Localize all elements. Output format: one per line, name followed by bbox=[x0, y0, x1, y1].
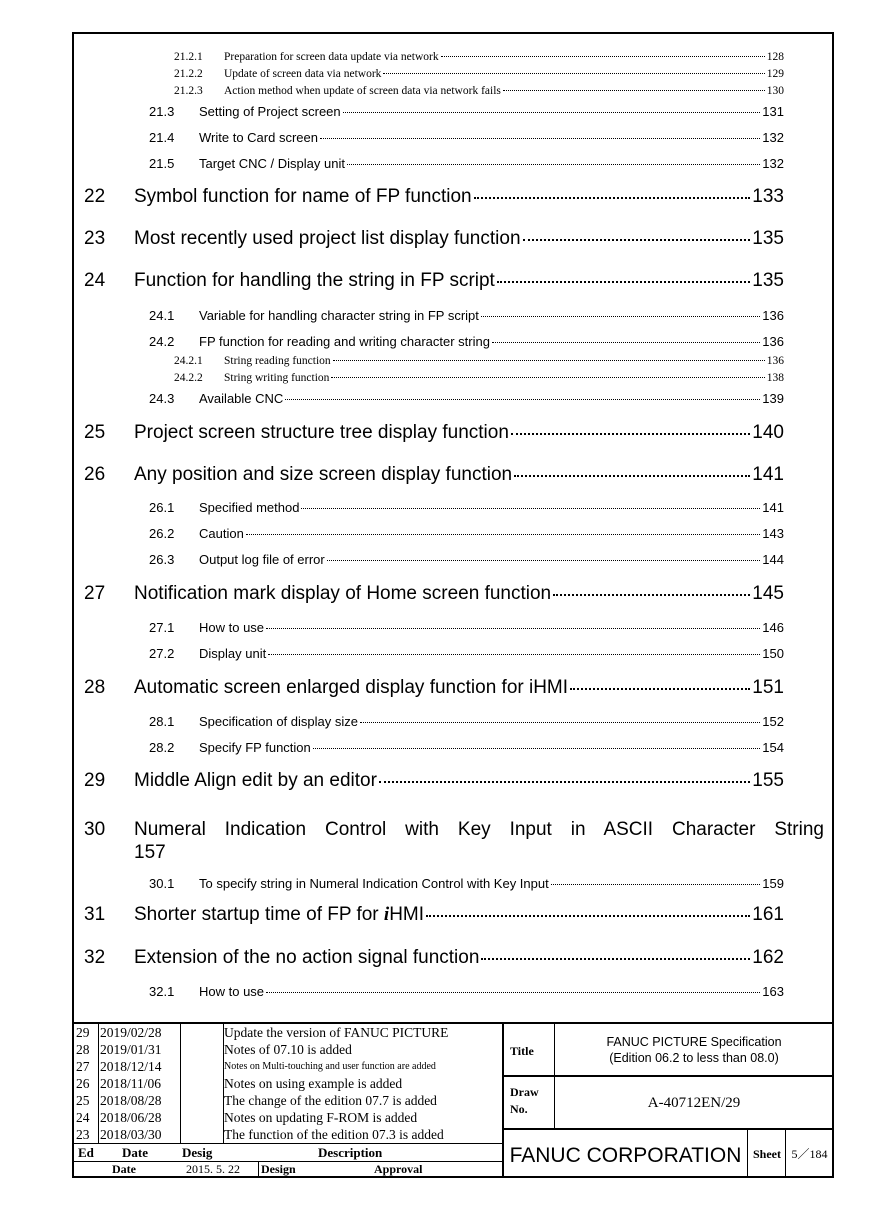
toc-entry-30 bbox=[84, 818, 824, 841]
approval-row: Date 2015. 5. 22 Design Approval bbox=[112, 1162, 423, 1176]
revision-date: 2018/12/14 bbox=[100, 1059, 162, 1074]
toc-page: 159 bbox=[762, 876, 784, 891]
revision-row bbox=[74, 1041, 502, 1058]
toc-number: 25 bbox=[84, 422, 106, 443]
toc-entry bbox=[149, 156, 784, 171]
leader-dots bbox=[553, 594, 750, 596]
revision-edition: 26 bbox=[76, 1075, 99, 1092]
leader-dots bbox=[379, 781, 750, 783]
toc-entry bbox=[84, 186, 784, 208]
toc-number: 26 bbox=[84, 464, 106, 485]
toc-title: Specify FP function bbox=[199, 740, 311, 755]
toc-entry bbox=[149, 104, 784, 119]
toc-page: 146 bbox=[762, 620, 784, 635]
toc-number: 26.2 bbox=[149, 526, 175, 541]
leader-dots bbox=[343, 112, 761, 113]
toc-entry bbox=[149, 334, 784, 349]
toc-number: 30 bbox=[84, 819, 106, 840]
table-of-contents bbox=[74, 34, 832, 1024]
toc-title: Output log file of error bbox=[199, 552, 325, 567]
title-cell: Title FANUC PICTURE Specification (Edition 06.2 to less than 08.0) bbox=[504, 1024, 832, 1077]
toc-page: 132 bbox=[762, 130, 784, 145]
toc-entry bbox=[84, 770, 784, 792]
title-block bbox=[74, 1022, 832, 1178]
toc-title: Any position and size screen display function bbox=[134, 464, 513, 485]
leader-dots bbox=[333, 360, 765, 361]
toc-page: 132 bbox=[762, 156, 784, 171]
toc-page: 138 bbox=[766, 372, 784, 384]
toc-number: 32 bbox=[84, 947, 106, 968]
toc-entry bbox=[149, 552, 784, 567]
toc-number: 24.2 bbox=[149, 334, 175, 349]
toc-number: 30.1 bbox=[149, 876, 175, 891]
revision-date: 2019/02/28 bbox=[100, 1025, 162, 1040]
toc-entry bbox=[84, 464, 784, 486]
toc-title: Caution bbox=[199, 526, 244, 541]
toc-entry bbox=[149, 984, 784, 999]
document-title: FANUC PICTURE Specification (Edition 06.2 to less than 08.0) bbox=[606, 1035, 782, 1065]
revision-description: Notes of 07.10 is added bbox=[224, 1042, 352, 1057]
revision-edition: 24 bbox=[76, 1109, 99, 1126]
toc-entry bbox=[149, 876, 784, 891]
revision-date: 2018/06/28 bbox=[100, 1110, 162, 1125]
company-cell bbox=[504, 1130, 748, 1178]
toc-page: 152 bbox=[762, 714, 784, 729]
toc-title: Middle Align edit by an editor bbox=[134, 770, 377, 791]
toc-title: To specify string in Numeral Indication Control with Key Input bbox=[199, 876, 549, 891]
toc-number: 21.2.3 bbox=[174, 85, 203, 97]
leader-dots bbox=[497, 281, 750, 283]
toc-number: 29 bbox=[84, 770, 106, 791]
revision-description: The change of the edition 07.7 is added bbox=[224, 1093, 437, 1108]
revision-header: Ed Date Desig Description bbox=[74, 1143, 502, 1162]
toc-page: 163 bbox=[762, 984, 784, 999]
toc-page: 139 bbox=[762, 391, 784, 406]
revision-edition: 28 bbox=[76, 1041, 99, 1058]
toc-title: String writing function bbox=[224, 372, 330, 384]
sheet-label: Sheet bbox=[749, 1130, 786, 1178]
leader-dots bbox=[285, 399, 760, 400]
toc-title: Project screen structure tree display function bbox=[134, 422, 509, 443]
toc-number: 28.1 bbox=[149, 714, 175, 729]
toc-number: 24.3 bbox=[149, 391, 175, 406]
toc-title: Available CNC bbox=[199, 391, 284, 406]
leader-dots bbox=[320, 138, 760, 139]
toc-number: 26.1 bbox=[149, 500, 175, 515]
toc-entry bbox=[174, 355, 784, 367]
revision-history bbox=[74, 1024, 504, 1178]
leader-dots bbox=[474, 197, 751, 199]
toc-title: How to use bbox=[199, 620, 265, 635]
toc-entry bbox=[149, 130, 784, 145]
toc-number: 24.1 bbox=[149, 308, 175, 323]
revision-edition: 27 bbox=[76, 1058, 99, 1075]
toc-number: 32.1 bbox=[149, 984, 175, 999]
toc-entry bbox=[84, 228, 784, 250]
revision-edition: 23 bbox=[76, 1126, 99, 1143]
company-name: FANUC CORPORATION bbox=[509, 1144, 742, 1167]
toc-entry bbox=[84, 583, 784, 605]
toc-page: 130 bbox=[766, 85, 784, 97]
toc-title: Automatic screen enlarged display function for iHMI bbox=[134, 677, 569, 698]
revision-description: Notes on using example is added bbox=[224, 1076, 403, 1091]
leader-dots bbox=[511, 433, 750, 435]
leader-dots bbox=[327, 560, 761, 561]
toc-title: Function for handling the string in FP script bbox=[134, 270, 495, 291]
toc-number: 28 bbox=[84, 677, 106, 698]
toc-page: 140 bbox=[752, 422, 784, 443]
toc-title: Display unit bbox=[199, 646, 267, 661]
toc-title: Most recently used project list display function bbox=[134, 228, 521, 249]
toc-entry bbox=[84, 677, 784, 699]
toc-number: 24.2.2 bbox=[174, 372, 203, 384]
revision-designer bbox=[180, 1041, 224, 1058]
toc-page: 129 bbox=[766, 68, 784, 80]
toc-title: Notification mark display of Home screen function bbox=[134, 583, 552, 604]
revision-date: 2019/01/31 bbox=[100, 1042, 162, 1057]
revision-row bbox=[74, 1092, 502, 1109]
toc-entry bbox=[84, 270, 784, 292]
toc-number: 24.2.1 bbox=[174, 355, 203, 367]
toc-number: 21.3 bbox=[149, 104, 175, 119]
toc-title: Action method when update of screen data via network fails bbox=[224, 85, 501, 97]
leader-dots bbox=[246, 534, 760, 535]
toc-page: 151 bbox=[752, 677, 784, 698]
toc-page: 136 bbox=[766, 355, 784, 367]
leader-dots bbox=[360, 722, 760, 723]
toc-title: Write to Card screen bbox=[199, 130, 318, 145]
leader-dots bbox=[441, 56, 765, 57]
revision-description: Notes on Multi-touching and user function are added bbox=[224, 1061, 436, 1072]
revision-date: 2018/08/28 bbox=[100, 1093, 162, 1108]
toc-page: 145 bbox=[752, 583, 784, 604]
revision-designer bbox=[180, 1058, 224, 1075]
revision-row bbox=[74, 1109, 502, 1126]
leader-dots bbox=[347, 164, 760, 165]
toc-page: 154 bbox=[762, 740, 784, 755]
drawing-number-cell: Draw No. A-40712EN/29 bbox=[504, 1077, 832, 1130]
toc-page: 135 bbox=[752, 228, 784, 249]
toc-page: 133 bbox=[752, 186, 784, 207]
toc-number: 31 bbox=[84, 904, 106, 925]
toc-number: 23 bbox=[84, 228, 106, 249]
toc-entry bbox=[84, 947, 784, 969]
revision-row bbox=[74, 1024, 502, 1041]
toc-entry bbox=[149, 526, 784, 541]
revision-description: Update the version of FANUC PICTURE bbox=[224, 1025, 449, 1040]
toc-title: Update of screen data via network bbox=[224, 68, 382, 80]
toc-number: 26.3 bbox=[149, 552, 175, 567]
revision-description: Notes on updating F-ROM is added bbox=[224, 1110, 418, 1125]
leader-dots bbox=[266, 992, 760, 993]
toc-entry bbox=[149, 646, 784, 661]
toc-entry bbox=[174, 68, 784, 80]
toc-number: 21.5 bbox=[149, 156, 175, 171]
toc-entry bbox=[149, 500, 784, 515]
revision-date: 2018/11/06 bbox=[100, 1076, 162, 1091]
toc-title: Extension of the no action signal function bbox=[134, 947, 480, 968]
toc-number: 21.2.1 bbox=[174, 51, 203, 63]
toc-title: Preparation for screen data update via network bbox=[224, 51, 439, 63]
toc-page: 157 bbox=[134, 842, 166, 863]
toc-page: 161 bbox=[752, 904, 784, 925]
toc-entry bbox=[149, 308, 784, 323]
toc-entry bbox=[174, 51, 784, 63]
document-page bbox=[72, 32, 834, 1178]
revision-designer bbox=[180, 1126, 224, 1143]
toc-number: 27.2 bbox=[149, 646, 175, 661]
toc-number: 28.2 bbox=[149, 740, 175, 755]
toc-page: 141 bbox=[762, 500, 784, 515]
toc-title: Numeral Indication Control with Key Input in ASCII Character String bbox=[134, 819, 824, 840]
toc-page: 143 bbox=[762, 526, 784, 541]
toc-number: 21.4 bbox=[149, 130, 175, 145]
toc-page: 162 bbox=[752, 947, 784, 968]
revision-designer bbox=[180, 1024, 224, 1041]
toc-page: 136 bbox=[762, 308, 784, 323]
toc-number: 21.2.2 bbox=[174, 68, 203, 80]
toc-page: 136 bbox=[762, 334, 784, 349]
revision-edition: 29 bbox=[76, 1024, 99, 1041]
toc-page: 128 bbox=[766, 51, 784, 63]
toc-number: 22 bbox=[84, 186, 106, 207]
toc-entry-31 bbox=[84, 904, 784, 926]
toc-number: 24 bbox=[84, 270, 106, 291]
leader-dots bbox=[313, 748, 761, 749]
toc-entry bbox=[149, 740, 784, 755]
toc-title: FP function for reading and writing character string bbox=[199, 334, 490, 349]
toc-page: 131 bbox=[762, 104, 784, 119]
revision-row bbox=[74, 1126, 502, 1143]
leader-dots bbox=[268, 654, 760, 655]
revision-designer bbox=[180, 1075, 224, 1092]
toc-title: String reading function bbox=[224, 355, 331, 367]
toc-title: Specification of display size bbox=[199, 714, 358, 729]
toc-entry bbox=[174, 372, 784, 384]
toc-entry bbox=[84, 422, 784, 444]
revision-designer bbox=[180, 1092, 224, 1109]
leader-dots bbox=[492, 342, 760, 343]
leader-dots bbox=[266, 628, 760, 629]
leader-dots bbox=[503, 90, 765, 91]
leader-dots bbox=[426, 915, 750, 917]
toc-title: Variable for handling character string in FP script bbox=[199, 308, 479, 323]
sheet-number: 5／184 bbox=[791, 1147, 828, 1161]
toc-title: Shorter startup time of FP for iHMI bbox=[134, 904, 425, 925]
leader-dots bbox=[551, 884, 761, 885]
toc-page: 135 bbox=[752, 270, 784, 291]
leader-dots bbox=[523, 239, 751, 241]
revision-designer bbox=[180, 1109, 224, 1126]
title-info bbox=[504, 1024, 832, 1178]
drawing-number: A-40712EN/29 bbox=[647, 1095, 741, 1111]
leader-dots bbox=[301, 508, 760, 509]
toc-title: Target CNC / Display unit bbox=[199, 156, 345, 171]
toc-page: 155 bbox=[752, 770, 784, 791]
toc-entry-30-page bbox=[84, 841, 824, 864]
toc-entry bbox=[174, 85, 784, 97]
toc-title: Specified method bbox=[199, 500, 300, 515]
toc-page: 141 bbox=[752, 464, 784, 485]
revision-description: The function of the edition 07.3 is added bbox=[224, 1127, 444, 1142]
toc-page: 150 bbox=[762, 646, 784, 661]
leader-dots bbox=[481, 958, 750, 960]
toc-number: 27 bbox=[84, 583, 106, 604]
revision-row bbox=[74, 1075, 502, 1092]
toc-entry bbox=[149, 714, 784, 729]
toc-entry bbox=[149, 620, 784, 635]
toc-page: 144 bbox=[762, 552, 784, 567]
toc-title: Symbol function for name of FP function bbox=[134, 186, 472, 207]
revision-row bbox=[74, 1058, 502, 1075]
toc-title: How to use bbox=[199, 984, 265, 999]
toc-title: Setting of Project screen bbox=[199, 104, 341, 119]
leader-dots bbox=[514, 475, 750, 477]
leader-dots bbox=[570, 688, 750, 690]
revision-date: 2018/03/30 bbox=[100, 1127, 162, 1142]
toc-entry bbox=[149, 391, 784, 406]
leader-dots bbox=[383, 73, 764, 74]
toc-number: 27.1 bbox=[149, 620, 175, 635]
revision-edition: 25 bbox=[76, 1092, 99, 1109]
leader-dots bbox=[331, 377, 764, 378]
leader-dots bbox=[481, 316, 760, 317]
